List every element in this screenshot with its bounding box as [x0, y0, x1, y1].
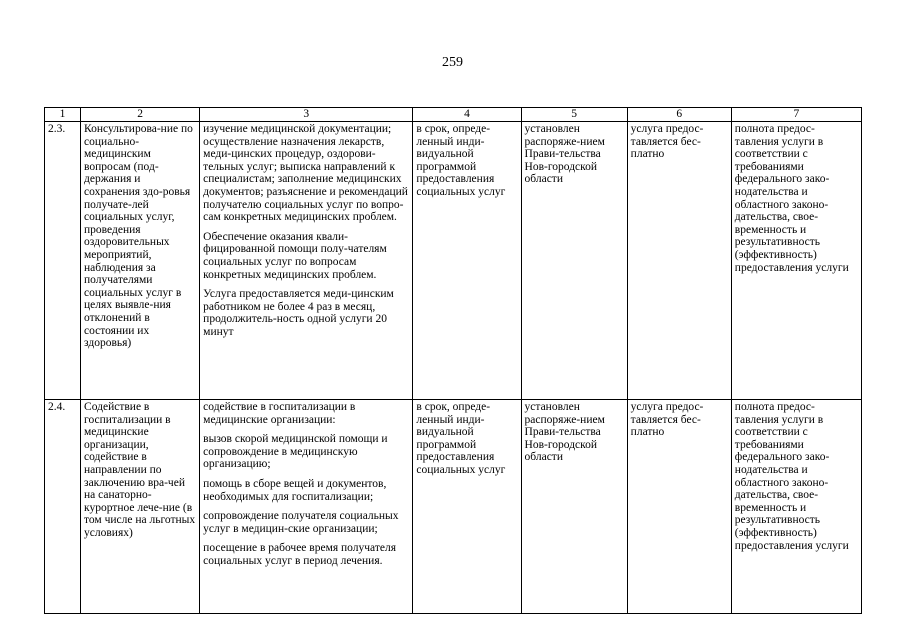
standard-cell: установлен распоряже-нием Прави-тельства Нов-городской области [521, 122, 627, 400]
actions-cell [200, 122, 413, 400]
paragraph: посещение в рабочее время получателя социальных услуг в период лечения. [203, 542, 397, 567]
service-name-cell: Содействие в госпитализации в медицинские организации, содействие в направлении по заключению вра-чей на санаторно-курортное лече-ние (в том числе на льготных условиях) [81, 400, 200, 614]
header-cell-5: 5 [521, 108, 627, 122]
paragraph: сопровождение получателя социальных услуг в медицин-ские организации; [203, 510, 399, 535]
term-cell: в срок, опреде-ленный инди-видуальной программой предоставления социальных услуг [413, 122, 521, 400]
payment-cell: услуга предос-тавляется бес-платно [627, 122, 731, 400]
payment-cell: услуга предос-тавляется бес-платно [627, 400, 731, 614]
header-cell-4: 4 [413, 108, 521, 122]
header-cell-2: 2 [81, 108, 200, 122]
actions-cell [200, 400, 413, 614]
table-row [45, 122, 862, 400]
paragraph: помощь в сборе вещей и документов, необходимых для госпитализации; [203, 477, 387, 503]
paragraph: изучение медицинской документации; осуществление назначения лекарств, меди-цинских процедур, оздорови-тельных услуг; выписка направлений к специалистам; заполнение медицинских документов; разъяснение и рекомендаций получателю социальных услуг по вопро-сам конкретных медицинских проблем. [203, 123, 408, 224]
paragraph: Обеспечение оказания квали-фицированной помощи полу-чателям социальных услуг по вопросам конкретных медицинских проблем. [203, 230, 387, 281]
paragraph: Услуга предоставляется меди-цинским работником не более 4 раз в месяц, продолжитель-ность одной услуги 20 минут [203, 288, 394, 338]
paragraph: содействие в госпитализации в медицинские организации: [203, 401, 356, 426]
paragraph: вызов скорой медицинской помощи и сопровождение в медицинскую организацию; [203, 433, 388, 471]
table-header-row [45, 108, 862, 122]
header-cell-1: 1 [45, 108, 81, 122]
standard-cell: установлен распоряже-нием Прави-тельства Нов-городской области [521, 400, 627, 614]
header-cell-3: 3 [200, 108, 413, 122]
service-name-cell: Консультирова-ние по социально-медицинским вопросам (под-держания и сохранения здо-ровья получате-лей социальных услуг, проведения оздоровительных мероприятий, наблюдения за получателями социальных услуг в целях выявле-ния отклонений в состоянии их здоровья) [81, 122, 200, 400]
row-number-cell: 2.3. [45, 122, 81, 400]
quality-cell: полнота предос-тавления услуги в соответствии с требованиями федерального зако-нодательства и областного законо-дательства, свое-временность и результативность (эффективность) предоставления услуги [731, 122, 861, 400]
document-table [44, 107, 862, 614]
header-cell-7: 7 [731, 108, 861, 122]
row-number-cell: 2.4. [45, 400, 81, 614]
page-number: 259 [442, 55, 463, 70]
quality-cell: полнота предос-тавления услуги в соответствии с требованиями федерального зако-нодательства и областного законо-дательства, свое-временность и результативность (эффективность) предоставления услуги [731, 400, 861, 614]
table-row [45, 400, 862, 614]
header-cell-6: 6 [627, 108, 731, 122]
term-cell: в срок, опреде-ленный инди-видуальной программой предоставления социальных услуг [413, 400, 521, 614]
